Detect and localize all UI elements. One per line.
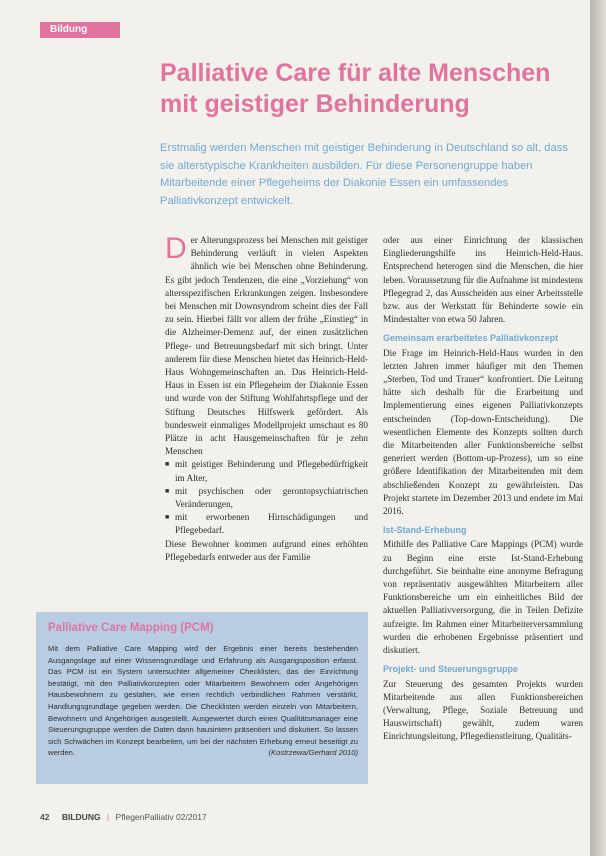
left-paragraph-1 <box>165 234 368 458</box>
bullet-item: ■ mit geistiger Behinderung und Pflegebedürftigkeit im Alter, <box>165 458 368 484</box>
info-box-body: Mit dem Palliative Care Mapping wird der Ergebnis einer bereits bestehenden Ausgangslage auf einer Wissensgrundlage und Erfahrung als Ausgangsposition erfasst. Das PCM ist ein System untersuchter allgemeiner Checklisten, das der Einrichtung bestätigt, mit den Palliativkonzepten oder Mitarbeitern Bewohnern oder Angehörigen Hausbewohnern zu gestalten, wie einen rechtlich verbindlichen Rahmen verstärkt, Handlungsgrundlage gegeben werden. Die Checklisten werden einzeln von Mitarbeitern, Bewohnern und Angehörigen ausgestellt. Ausgewertet durch einen Qualitätsmanager eine Steuerungsgruppe werden die Daten dann hausintern präsentiert und diskutiert. So lassen sich Schwächen im Konzept bearbeiten, um bei der nächsten Erhebung erneut beseitigt zu werden. <box>48 644 358 758</box>
bullet-item: ■ mit erworbenen Hirnschädigungen und Pflegebedarf. <box>165 511 368 537</box>
right-paragraph-3: Mithilfe des Palliative Care Mappings (PCM) wurde zu Beginn eine erste Ist-Stand-Erhebung durchgeführt. Sie beinhalte eine anonyme Befragung von repräsentativ ausgewählten Mitarbeitern aller Funktionsbereiche um ein einheitliches Bild der aktuellen Palliativversorgung, die in Teilen Defizite aufzeigte. Im Rahmen einer Mitarbeiterversammlung wurden die erhobenen Ergebnisse präsentiert und diskutiert. <box>383 539 583 656</box>
info-box <box>36 612 368 784</box>
info-box-text <box>48 643 358 759</box>
lead-paragraph: Erstmalig werden Menschen mit geistiger Behinderung in Deutschland so alt, dass sie alterstypische Krankheiten ausbilden. Für diese Personengruppe haben Mitarbeitende einer Pflegeheims der Diakonie Essen ein umfassendes Palliativkonzept entwickelt. <box>160 142 568 207</box>
page-edge-shadow <box>590 0 606 856</box>
subheading-ist-stand: Ist-Stand-Erhebung <box>383 525 467 536</box>
right-column <box>383 234 583 744</box>
right-paragraph-4: Zur Steuerung des gesamten Projekts wurden Mitarbeitende aus allen Funktionsbereichen (Verwaltung, Pflege, Soziale Betreuung und Hauswirtschaft) gewählt, zudem waren Einrichtungsleitung, Pflegedienstleitung, Qualitäts- <box>383 678 583 742</box>
bullet-item: ■ mit psychischen oder gerontopsychiatrischen Veränderungen, <box>165 485 368 511</box>
right-paragraph-1: oder aus einer Einrichtung der klassischen Eingliederungshilfe ins Heinrich-Held-Haus. Entsprechend heterogen sind die Menschen, die hier leben. Voraussetzung für die Aufnahme ist mindestens Pflegegrad 2, das Ausscheiden aus einer Arbeitsstelle bzw. aus der Werkstatt für Behinderte sowie ein Mindestalter von etwa 50 Jahren. <box>383 235 583 325</box>
left-paragraph-2: Diese Bewohner kommen aufgrund eines erhöhten Pflegebedarfs entweder aus der Familie <box>165 538 368 562</box>
subheading-palliativkonzept: Gemeinsam erarbeitetes Palliativkonzept <box>383 333 559 344</box>
dropcap: D <box>165 232 187 265</box>
subheading-steuerungsgruppe: Projekt- und Steuerungsgruppe <box>383 664 519 675</box>
footer-issue: PflegenPalliativ 02/2017 <box>115 812 207 822</box>
page-number: 42 <box>40 812 50 822</box>
right-paragraph-2: Die Frage im Heinrich-Held-Haus wurden in den letzten Jahren immer häufiger mit den Themen „Sterben, Tod und Trauer“ konfrontiert. Die Leitung hätte sich deshalb für die Erarbeitung und Implementierung eines eigenen Palliativkonzepts entscheinden (Top-down-Entscheidung). Die wesentlichen Elemente des Konzepts sollten durch die Mitarbeitenden aller Funktionsbereiche selbst generiert werden (Bottom-up-Prozess), um so eine größere Identifikation der Mitarbeitenden mit dem abschließenden Konzept zu gewährleisten. Das Projekt startete im Dezember 2013 und endete im Mai 2016. <box>383 347 583 517</box>
bullet-list <box>165 458 368 537</box>
footer-separator: | <box>106 812 110 822</box>
info-box-citation: (Kostrzewa/Gerhard 2010) <box>268 748 358 758</box>
section-tag: Bildung <box>40 22 120 38</box>
page-footer <box>40 812 207 822</box>
left-column <box>165 234 368 564</box>
left-paragraph-1-text: er Alterungsprozess bei Menschen mit geistiger Behinderung verläuft in vielen Aspekten ähnlich wie bei Menschen ohne Behinderung. Es gibt jedoch Tendenzen, die eine „Vorziehung“ von altersspezifischen Erkrankungen zeigen. Insbesondere bei Menschen mit Downsyndrom scheint dies der Fall zu sein. Hierbei fällt vor allem der frühe „Einstieg“ in die Alzheimer-Demenz auf, der einen zusätzlichen Pflege- und Betreuungsbedarf mit sich bringt. Unter anderem für diese Menschen bietet das Heinrich-Held-Haus Wohngemeinschaften an. Das Heinrich-Held-Haus in Essen ist ein Pflegeheim der Diakonie Essen und wurde von der Stiftung Wohlfahrtspflege und der Stiftung Deutsches Hilfswerk gefördert. Als bundesweit einmaliges Modellprojekt umschaut es 80 Plätze in acht Hausgemeinschaften für je zehn Menschen <box>165 235 368 457</box>
info-box-title: Palliative Care Mapping (PCM) <box>48 622 214 634</box>
footer-section: BILDUNG <box>61 812 101 822</box>
article-title: Palliative Care für alte Menschen mit geistiger Behinderung <box>160 59 551 118</box>
